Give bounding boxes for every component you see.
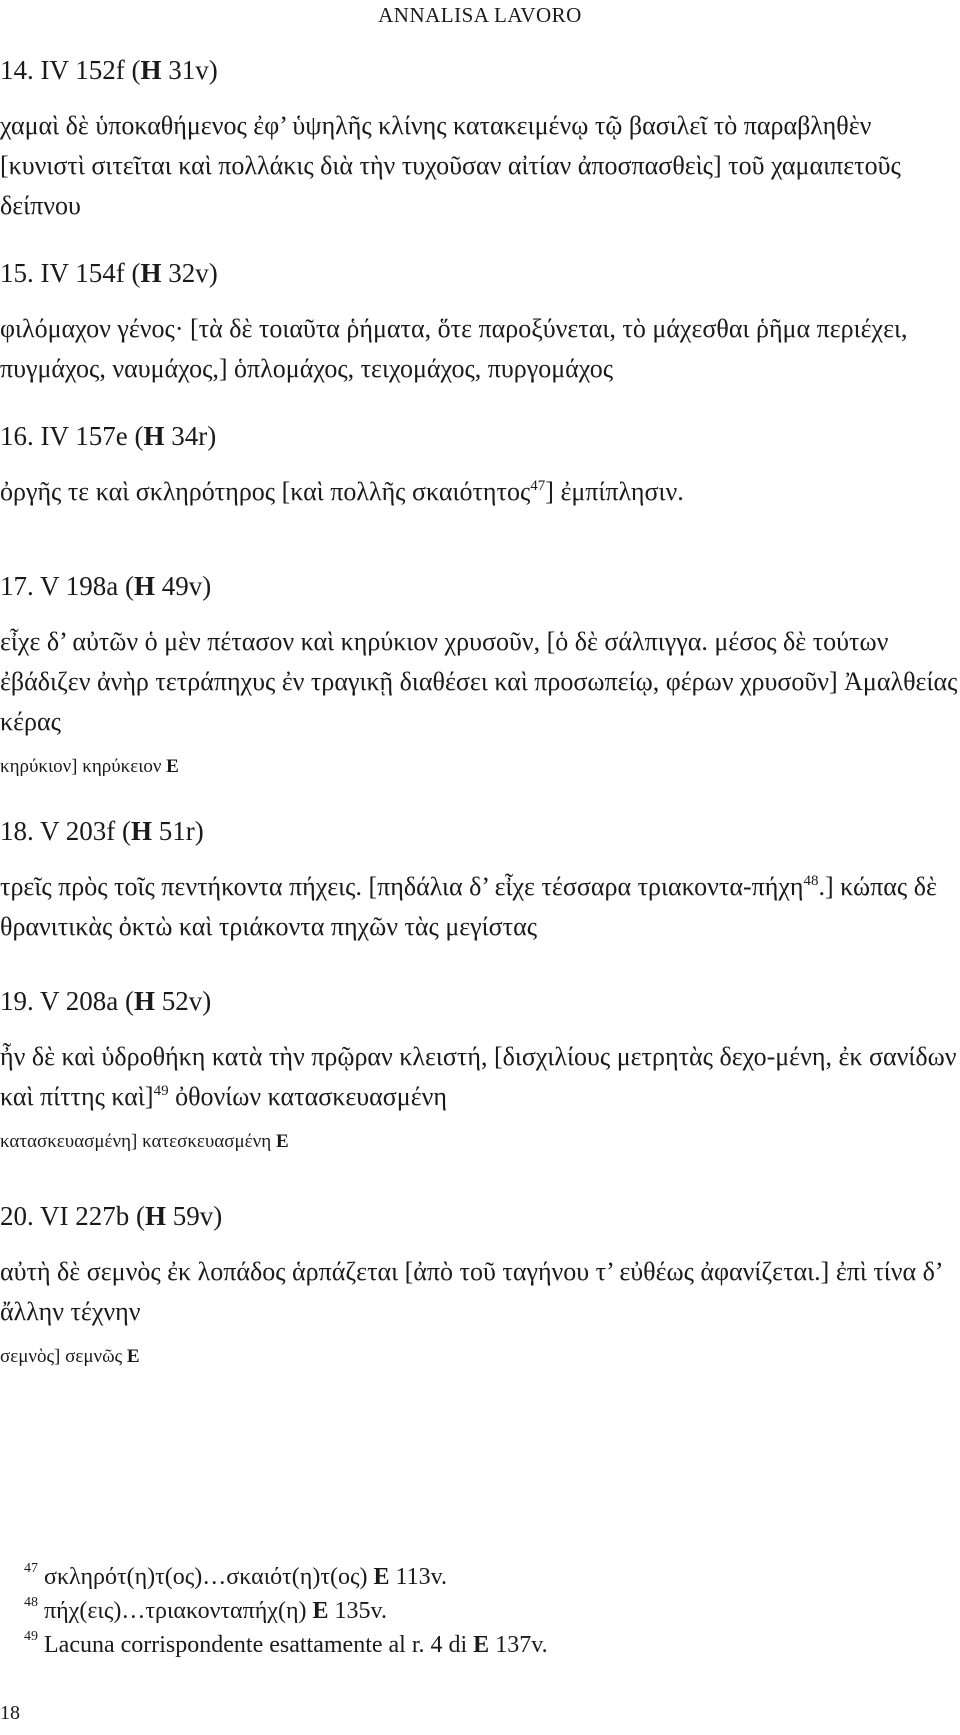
manuscript-siglum: H xyxy=(134,986,156,1016)
footnote-ref-48[interactable]: 48 xyxy=(803,873,819,889)
entry-14 xyxy=(0,52,960,226)
footnote-47: 47 σκληρότ(η)τ(ος)…σκαιότ(η)τ(ος) E 113v. xyxy=(24,1561,448,1590)
manuscript-siglum: H xyxy=(145,1201,167,1231)
footnote-ref-47[interactable]: 47 xyxy=(530,478,546,494)
footnote-48: 48 πήχ(εις)…τριακονταπήχ(η) E 135v. xyxy=(24,1595,387,1624)
entry-text: ἦν δὲ καὶ ὑδροθήκη κατὰ τὴν πρῷραν κλειστή, [δισχιλίους μετρητὰς δεχο-μένη, ἐκ σανίδων καὶ πίττης καὶ]$^{49}$ ὀθονίων κατασκευασμένη xyxy=(0,1042,957,1111)
entry-text: ὀργῆς τε καὶ σκληρότηρος [καὶ πολλῆς σκαιότητος$^{47}$] ἐμπίπλησιν. xyxy=(0,477,684,506)
entry-heading: 19. V 208a (H 52v) xyxy=(0,986,212,1016)
entry-heading: 18. V 203f (H 51r) xyxy=(0,816,204,846)
entry-text: αὐτὴ δὲ σεμνὸς ἐκ λοπάδος ἁρπάζεται [ἀπὸ τοῦ ταγήνου τ’ εὐθέως ἀφανίζεται.] ἐπὶ τίνα δ’ ἄλλην τέχνην xyxy=(0,1257,942,1326)
apparatus-note: σεμνὸς] σεμνῶς E xyxy=(0,1346,140,1367)
manuscript-siglum: H xyxy=(140,55,162,85)
entry-text: φιλόμαχον γένος· [τὰ δὲ τοιαῦτα ῥήματα, ὅτε παροξύνεται, τὸ μάχεσθαι ῥῆμα περιέχει, πυγμάχος, ναυμάχος,] ὁπλομάχος, τειχομάχος, πυργομάχος xyxy=(0,314,908,383)
footnote-49: 49 Lacuna corrispondente esattamente al r. 4 di E 137v. xyxy=(24,1629,548,1658)
entry-heading: 15. IV 154f (H 32v) xyxy=(0,258,218,288)
page-number: 18 xyxy=(0,1702,20,1724)
manuscript-siglum: H xyxy=(140,258,162,288)
manuscript-siglum: H xyxy=(143,421,165,451)
entry-heading: 14. IV 152f (H 31v) xyxy=(0,55,218,85)
entry-17 xyxy=(0,568,960,780)
manuscript-siglum: H xyxy=(134,571,156,601)
entry-18 xyxy=(0,813,960,947)
apparatus-note: κατασκευασμένη] κατεσκευασμένη E xyxy=(0,1131,289,1152)
footnote-ref-49[interactable]: 49 xyxy=(153,1083,169,1099)
running-head: ANNALISA LAVORO xyxy=(378,3,582,27)
entry-16 xyxy=(0,418,960,512)
apparatus-note: κηρύκιον] κηρύκειον E xyxy=(0,756,179,777)
entry-15 xyxy=(0,255,960,389)
manuscript-siglum: H xyxy=(131,816,153,846)
entry-heading: 16. IV 157e (H 34r) xyxy=(0,421,217,451)
entry-text: εἶχε δ’ αὐτῶν ὁ μὲν πέτασον καὶ κηρύκιον χρυσοῦν, [ὁ δὲ σάλπιγγα. μέσος δὲ τούτων ἐβάδιζεν ἀνὴρ τετράπηχυς ἐν τραγικῇ διαθέσει καὶ προσωπείῳ, φέρων χρυσοῦν] Ἀμαλθείας κέρας xyxy=(0,627,958,736)
entry-20 xyxy=(0,1198,960,1370)
entry-heading: 20. VI 227b (H 59v) xyxy=(0,1201,223,1231)
entry-text: τρεῖς πρὸς τοῖς πεντήκοντα πήχεις. [πηδάλια δ’ εἶχε τέσσαρα τριακοντα-πήχη$^{48}$.] κώπας δὲ θρανιτικὰς ὀκτὼ καὶ τριάκοντα πηχῶν τὰς μεγίστας xyxy=(0,872,937,941)
entry-heading: 17. V 198a (H 49v) xyxy=(0,571,212,601)
entry-text: χαμαὶ δὲ ὑποκαθήμενος ἐφ’ ὑψηλῆς κλίνης κατακειμένῳ τῷ βασιλεῖ τὸ παραβληθὲν [κυνιστὶ σιτεῖται καὶ πολλάκις διὰ τὴν τυχοῦσαν αἰτίαν ἀποσπασθεὶς] τοῦ χαμαιπετοῦς δείπνου xyxy=(0,111,901,220)
footnotes xyxy=(0,1560,960,1662)
entry-19 xyxy=(0,983,960,1155)
